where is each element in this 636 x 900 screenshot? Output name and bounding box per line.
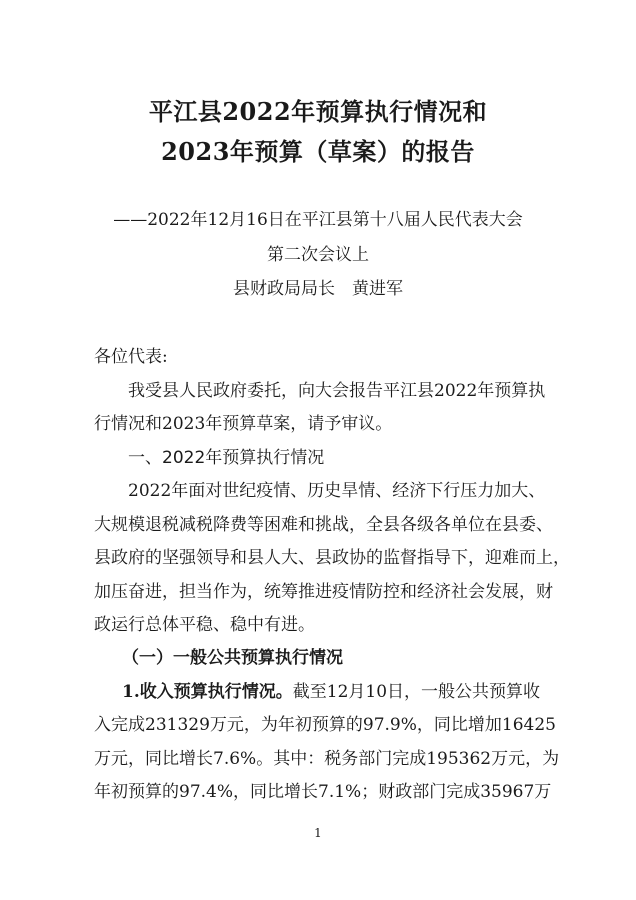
report-title-line-1: 平江县2022年预算执行情况和 (148, 97, 488, 126)
item-1-line-3: 万元，同比增长7.6%。其中：税务部门完成195362万元，为 (94, 749, 560, 769)
report-subtitle-line-1: ——2022年12月16日在平江县第十八届人民代表大会 (113, 210, 523, 230)
item-1-label: 1.收入预算执行情况。 (122, 682, 293, 702)
section-1-heading: 一、2022年预算执行情况 (128, 448, 325, 468)
item-1-text-start: 截至12月10日，一般公共预算收 (292, 682, 541, 702)
salutation: 各位代表: (94, 347, 168, 367)
page-number: 1 (314, 826, 322, 840)
section-1-paragraph-line-2: 大规模退税减税降费等困难和挑战，全县各级各单位在县委、 (94, 515, 553, 535)
section-1-paragraph-line-5: 政运行总体平稳、稳中有进。 (94, 615, 315, 635)
section-1-paragraph-line-1: 2022年面对世纪疫情、历史旱情、经济下行压力加大、 (128, 481, 546, 501)
subsection-1-heading: （一）一般公共预算执行情况 (122, 648, 343, 668)
report-subtitle-line-2: 第二次会议上 (267, 245, 369, 265)
intro-line-2: 行情况和2023年预算草案，请予审议。 (94, 414, 393, 434)
section-1-paragraph-line-3: 县政府的坚强领导和县人大、县政协的监督指导下，迎难而上， (94, 548, 570, 568)
section-1-paragraph-line-4: 加压奋进，担当作为，统筹推进疫情防控和经济社会发展，财 (94, 582, 553, 602)
item-1-line-2: 入完成231329万元，为年初预算的97.9%，同比增加16425 (94, 715, 556, 735)
item-1-line-1 (122, 677, 540, 702)
intro-line-1: 我受县人民政府委托，向大会报告平江县2022年预算执 (128, 381, 546, 401)
report-author: 县财政局局长 黄进军 (233, 279, 403, 299)
item-1-line-4: 年初预算的97.4%，同比增长7.1%；财政部门完成35967万 (94, 782, 552, 802)
report-title-line-2: 2023年预算（草案）的报告 (161, 137, 475, 166)
